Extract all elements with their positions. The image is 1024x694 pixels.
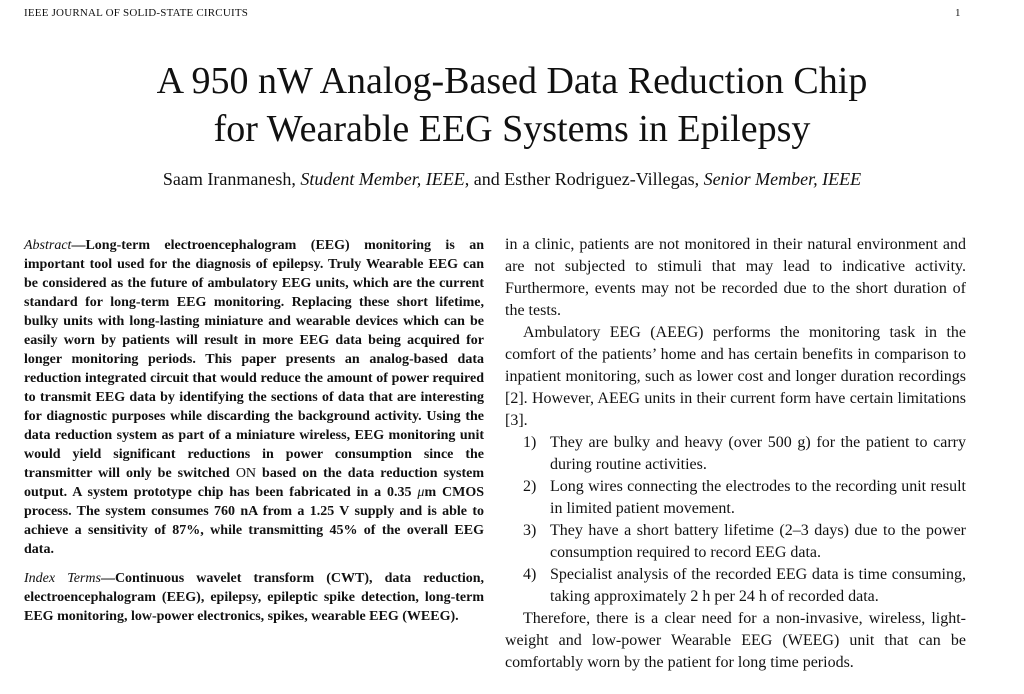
list-item-text: Specialist analysis of the recorded EEG data is time consuming, taking approximately 2 h per 24 h of recorded data. bbox=[550, 566, 966, 605]
left-column bbox=[24, 236, 484, 626]
title-line-1: A 950 nW Analog-Based Data Reduction Chip bbox=[156, 60, 868, 102]
body-paragraph-3: Therefore, there is a clear need for a non-invasive, wireless, light-weight and low-power Wearable EEG (WEEG) unit that can be comfortably worn by the patient for long time periods. bbox=[505, 610, 966, 671]
list-item-number: 3) bbox=[523, 522, 537, 539]
list-item-number: 4) bbox=[523, 566, 537, 583]
body-paragraph-1: in a clinic, patients are not monitored in their natural environment and are not subjected to stimuli that may lead to indicative activity. Furthermore, events may not be recorded due to the short duration of the tests. bbox=[505, 236, 966, 319]
author-2-role: Senior Member, IEEE bbox=[703, 169, 862, 189]
list-item bbox=[505, 432, 966, 476]
author-1-name: Saam Iranmanesh, bbox=[162, 169, 296, 189]
author-connector: , and Esther Rodriguez-Villegas, bbox=[464, 169, 700, 189]
page-number: 1 bbox=[955, 7, 961, 19]
abstract-on-word: ON bbox=[235, 466, 257, 481]
author-line bbox=[0, 168, 1024, 190]
list-item bbox=[505, 564, 966, 608]
abstract-text-b: based on the data reduction system output. A system prototype chip has been fabricated in a 0.35 bbox=[24, 466, 484, 500]
list-item-number: 2) bbox=[523, 478, 537, 495]
limitations-list bbox=[505, 432, 966, 608]
list-item-text: Long wires connecting the electrodes to the recording unit result in limited patient movement. bbox=[550, 478, 966, 517]
index-terms bbox=[24, 569, 484, 626]
index-terms-text: Continuous wavelet transform (CWT), data reduction, electroencephalogram (EEG), epilepsy, epileptic spike detection, long-term EEG monitoring, low-power electronics, spikes, wearable EEG (WEEG). bbox=[24, 571, 485, 624]
abstract-dash: — bbox=[71, 238, 86, 253]
author-1-role: Student Member, IEEE bbox=[300, 169, 465, 189]
index-terms-dash: — bbox=[100, 571, 115, 586]
list-item bbox=[505, 520, 966, 564]
abstract-mu: μ bbox=[417, 485, 425, 500]
list-item-text: They are bulky and heavy (over 500 g) for the patient to carry during routine activities. bbox=[550, 434, 966, 473]
list-item-number: 1) bbox=[523, 434, 537, 451]
right-column bbox=[505, 234, 966, 674]
running-header-journal: IEEE JOURNAL OF SOLID-STATE CIRCUITS bbox=[24, 7, 249, 19]
list-item bbox=[505, 476, 966, 520]
list-item-text: They have a short battery lifetime (2–3 days) due to the power consumption required to record EEG data. bbox=[550, 522, 966, 561]
abstract-label: Abstract bbox=[24, 238, 72, 253]
index-terms-label: Index Terms bbox=[24, 571, 101, 586]
abstract-text-c: m CMOS process. The system consumes 760 nA from a 1.25 V supply and is able to achieve a sensitivity of 87%, while transmitting 45% of the overall EEG data. bbox=[24, 485, 484, 557]
title-line-2: for Wearable EEG Systems in Epilepsy bbox=[213, 108, 811, 150]
body-paragraph-2: Ambulatory EEG (AEEG) performs the monitoring task in the comfort of the patients’ home and has certain benefits in comparison to inpatient monitoring, such as lower cost and longer duration recordings [2]. However, AEEG units in their current form have certain limitations [3]. bbox=[505, 324, 966, 429]
paper-title bbox=[0, 57, 1024, 153]
abstract bbox=[24, 236, 484, 559]
abstract-text-a: Long-term electroencephalogram (EEG) monitoring is an important tool used for the diagnosis of epilepsy. Truly Wearable EEG can be considered as the future of ambulatory EEG units, which are the current standard for long-term EEG monitoring. Replacing these short lifetime, bulky units with long-lasting miniature and wearable devices which can be easily worn by patients will result in more EEG data being acquired for longer monitoring periods. This paper presents an analog-based data reduction integrated circuit that would reduce the amount of power required to transmit EEG data by identifying the sections of data that are interesting for diagnostic purposes while discarding the background activity. Using the data reduction system as part of a miniature wireless, EEG monitoring unit would yield significant reductions in power consumption since the transmitter will only be switched bbox=[24, 238, 484, 481]
